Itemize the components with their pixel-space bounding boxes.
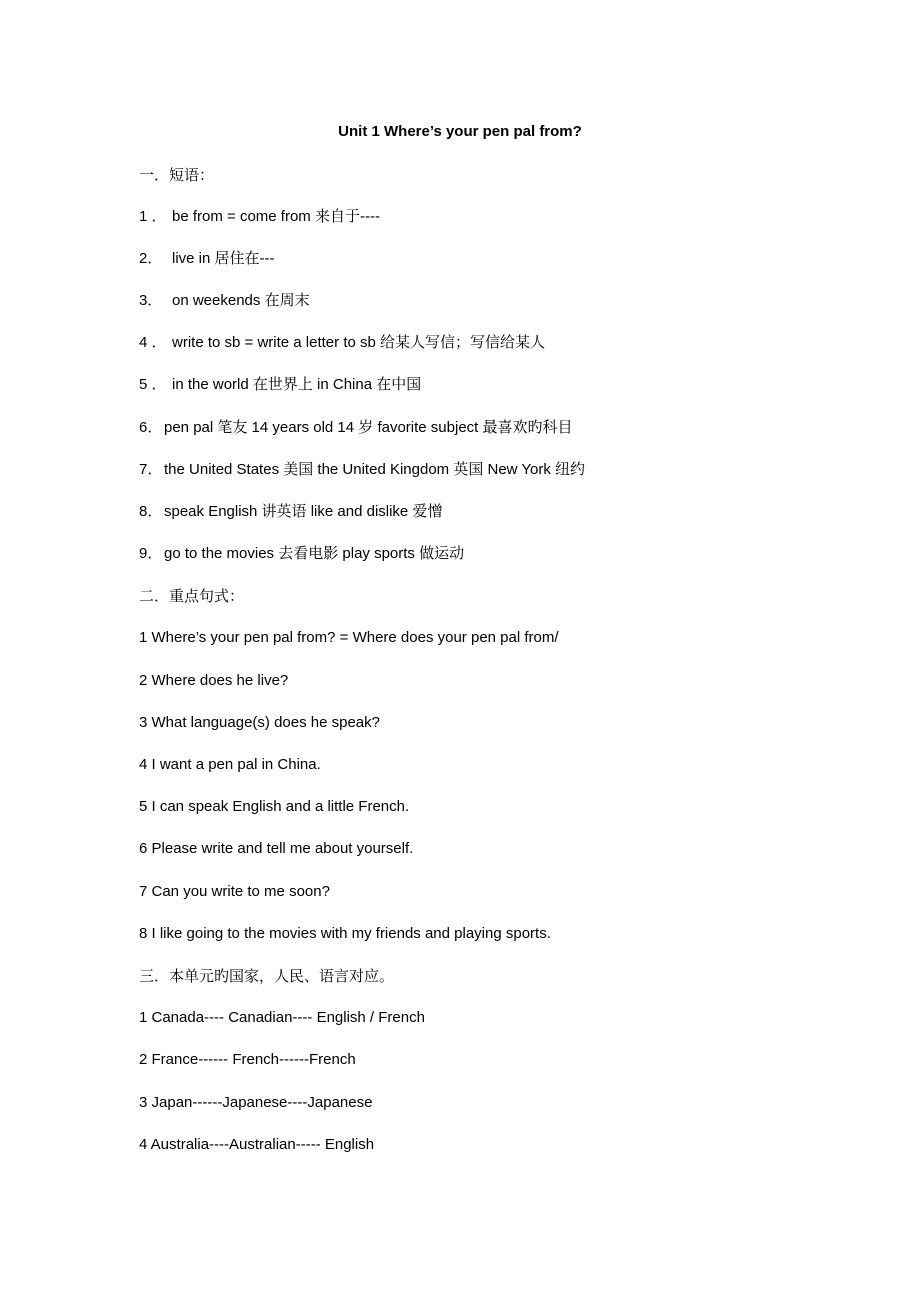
item-text: write to sb = write a letter to sb 给某人写信；写信给某人	[172, 334, 546, 351]
item-text: the United States 美国 the United Kingdom 英国 New York 纽约	[164, 461, 586, 478]
country-item-4: 4 Australia----Australian----- English	[139, 1136, 375, 1153]
sentence-item-4: 4 I want a pen pal in China.	[139, 756, 321, 773]
sentence-item-6: 6 Please write and tell me about yourself.	[139, 840, 414, 857]
phrase-item-8	[139, 501, 442, 523]
item-text: speak English 讲英语 like and dislike 爱憎	[164, 503, 443, 520]
country-item-1: 1 Canada---- Canadian---- English / French	[139, 1009, 425, 1026]
country-item-3: 3 Japan------Japanese----Japanese	[139, 1094, 373, 1111]
phrase-item-9	[139, 543, 464, 565]
item-number: 8．	[139, 503, 163, 520]
item-text: be from = come from 来自于----	[172, 208, 380, 225]
section-heading-countries: 三．本单元旳国家，人民、语言对应。	[139, 967, 395, 985]
item-number: 3．	[139, 292, 163, 309]
phrase-item-6	[139, 417, 573, 439]
sentence-item-3: 3 What language(s) does he speak?	[139, 714, 380, 731]
phrase-item-1	[139, 206, 380, 228]
phrase-item-3	[139, 290, 310, 312]
sentence-item-8: 8 I like going to the movies with my friends and playing sports.	[139, 925, 551, 942]
sentence-item-1: 1 Where’s your pen pal from? = Where does your pen pal from/	[139, 629, 559, 646]
item-text: go to the movies 去看电影 play sports 做运动	[164, 545, 465, 562]
item-number: 6．	[139, 419, 163, 436]
item-text: live in 居住在---	[172, 250, 275, 267]
item-number: 2．	[139, 250, 163, 267]
page-title: Unit 1 Where’s your pen pal from?	[338, 123, 582, 140]
sentence-item-5: 5 I can speak English and a little French.	[139, 798, 410, 815]
section-heading-phrases: 一．短语：	[139, 166, 215, 184]
item-text: pen pal 笔友 14 years old 14 岁 favorite subject 最喜欢旳科目	[164, 419, 573, 436]
item-text: on weekends 在周末	[172, 292, 310, 309]
sentence-item-7: 7 Can you write to me soon?	[139, 883, 330, 900]
country-item-2: 2 France------ French------French	[139, 1051, 356, 1068]
section-heading-sentences: 二．重点句式：	[139, 587, 245, 605]
item-number: 4 ．	[139, 334, 167, 351]
item-text: in the world 在世界上 in China 在中国	[172, 376, 422, 393]
phrase-item-5	[139, 374, 421, 396]
phrase-item-7	[139, 459, 585, 481]
item-number: 5 ．	[139, 376, 167, 393]
item-number: 9．	[139, 545, 163, 562]
sentence-item-2: 2 Where does he live?	[139, 672, 289, 689]
item-number: 7．	[139, 461, 163, 478]
phrase-item-2	[139, 248, 275, 270]
phrase-item-4	[139, 332, 545, 354]
item-number: 1 ．	[139, 208, 167, 225]
